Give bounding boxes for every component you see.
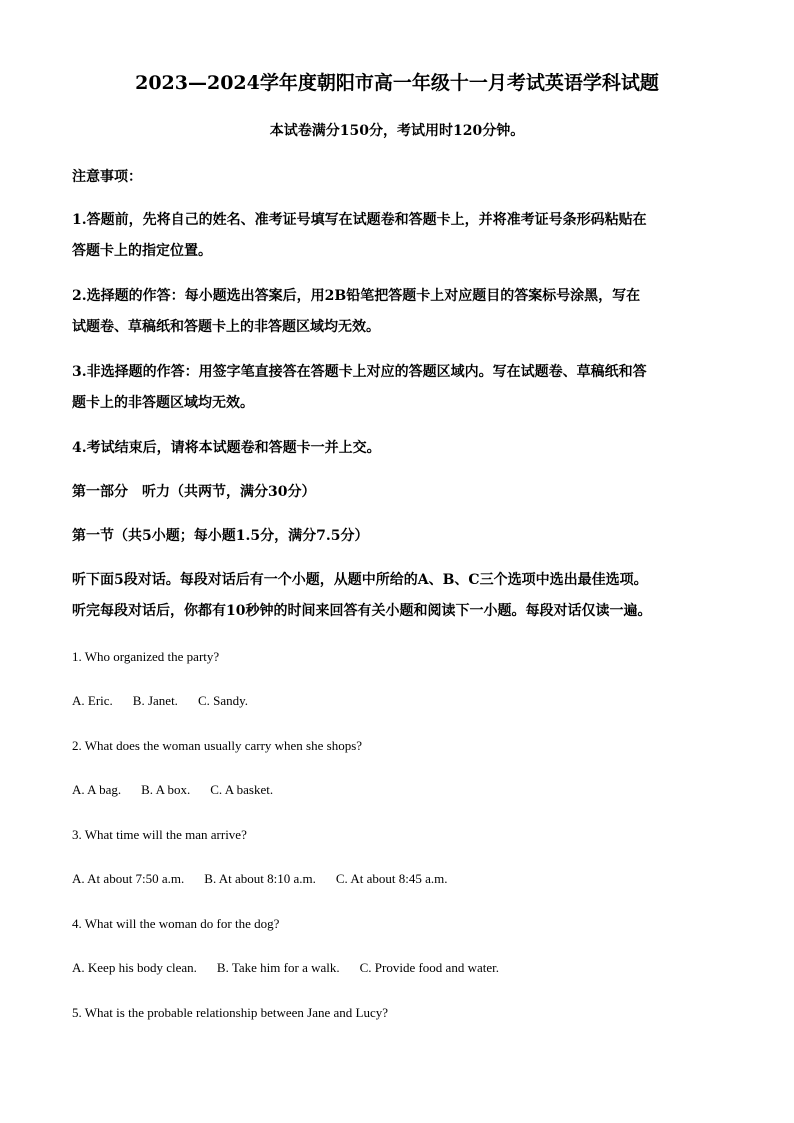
question-1-options (72, 691, 268, 711)
question-2-option-b: B. A box. (141, 782, 191, 797)
question-3-option-c: C. At about 8:45 a.m. (335, 871, 448, 886)
question-2-option-c: C. A basket. (210, 782, 274, 797)
note-4-line-1: 4.考试结束后，请将本试题卷和答题卡一并上交。 (72, 440, 381, 456)
note-2-line-2: 试题卷、草稿纸和答题卡上的非答题区域均无效。 (72, 319, 380, 335)
question-1-option-c: C. Sandy. (197, 693, 249, 708)
section1-heading: 第一节（共5小题；每小题1.5分，满分7.5分） (72, 528, 369, 544)
question-4-option-a: A. Keep his body clean. (72, 960, 197, 975)
question-3-option-b: B. At about 8:10 a.m. (204, 871, 316, 886)
question-3-options (72, 869, 467, 889)
part1-heading: 第一部分 听力（共两节，满分30分） (72, 484, 316, 500)
question-3-stem: 3. What time will the man arrive? (72, 827, 247, 842)
question-5-stem: 5. What is the probable relationship between Jane and Lucy? (72, 1005, 388, 1020)
question-4-option-b: B. Take him for a walk. (216, 960, 340, 975)
question-4-options (72, 958, 519, 978)
question-4-stem: 4. What will the woman do for the dog? (72, 916, 280, 931)
notes-heading: 注意事项： (72, 169, 142, 185)
note-2-line-1: 2.选择题的作答：每小题选出答案后，用2B铅笔把答题卡上对应题目的答案标号涂黑，写在 (72, 288, 641, 304)
question-1-stem: 1. Who organized the party? (72, 649, 220, 664)
question-3-option-a: A. At about 7:50 a.m. (72, 871, 185, 886)
note-3-line-2: 题卡上的非答题区域均无效。 (72, 395, 254, 411)
note-1-line-2: 答题卡上的指定位置。 (72, 243, 212, 259)
section1-instruction-line-1: 听下面5段对话。每段对话后有一个小题，从题中所给的A、B、C三个选项中选出最佳选项。 (72, 572, 648, 588)
question-1-option-a: A. Eric. (72, 693, 113, 708)
question-4-option-c: C. Provide food and water. (359, 960, 499, 975)
exam-subtitle: 本试卷满分150分，考试用时120分钟。 (269, 123, 525, 139)
question-2-stem: 2. What does the woman usually carry when she shops? (72, 738, 363, 753)
note-3-line-1: 3.非选择题的作答：用签字笔直接答在答题卡上对应的答题区域内。写在试题卷、草稿纸和答 (72, 364, 647, 380)
question-2-option-a: A. A bag. (72, 782, 122, 797)
question-1-option-b: B. Janet. (132, 693, 178, 708)
section1-instruction-line-2: 听完每段对话后，你都有10秒钟的时间来回答有关小题和阅读下一小题。每段对话仅读一遍。 (72, 603, 652, 619)
note-1-line-1: 1.答题前，先将自己的姓名、准考证号填写在试题卷和答题卡上，并将准考证号条形码粘贴在 (72, 212, 647, 228)
question-2-options (72, 780, 293, 800)
exam-title: 2023—2024学年度朝阳市高一年级十一月考试英语学科试题 (135, 72, 659, 94)
